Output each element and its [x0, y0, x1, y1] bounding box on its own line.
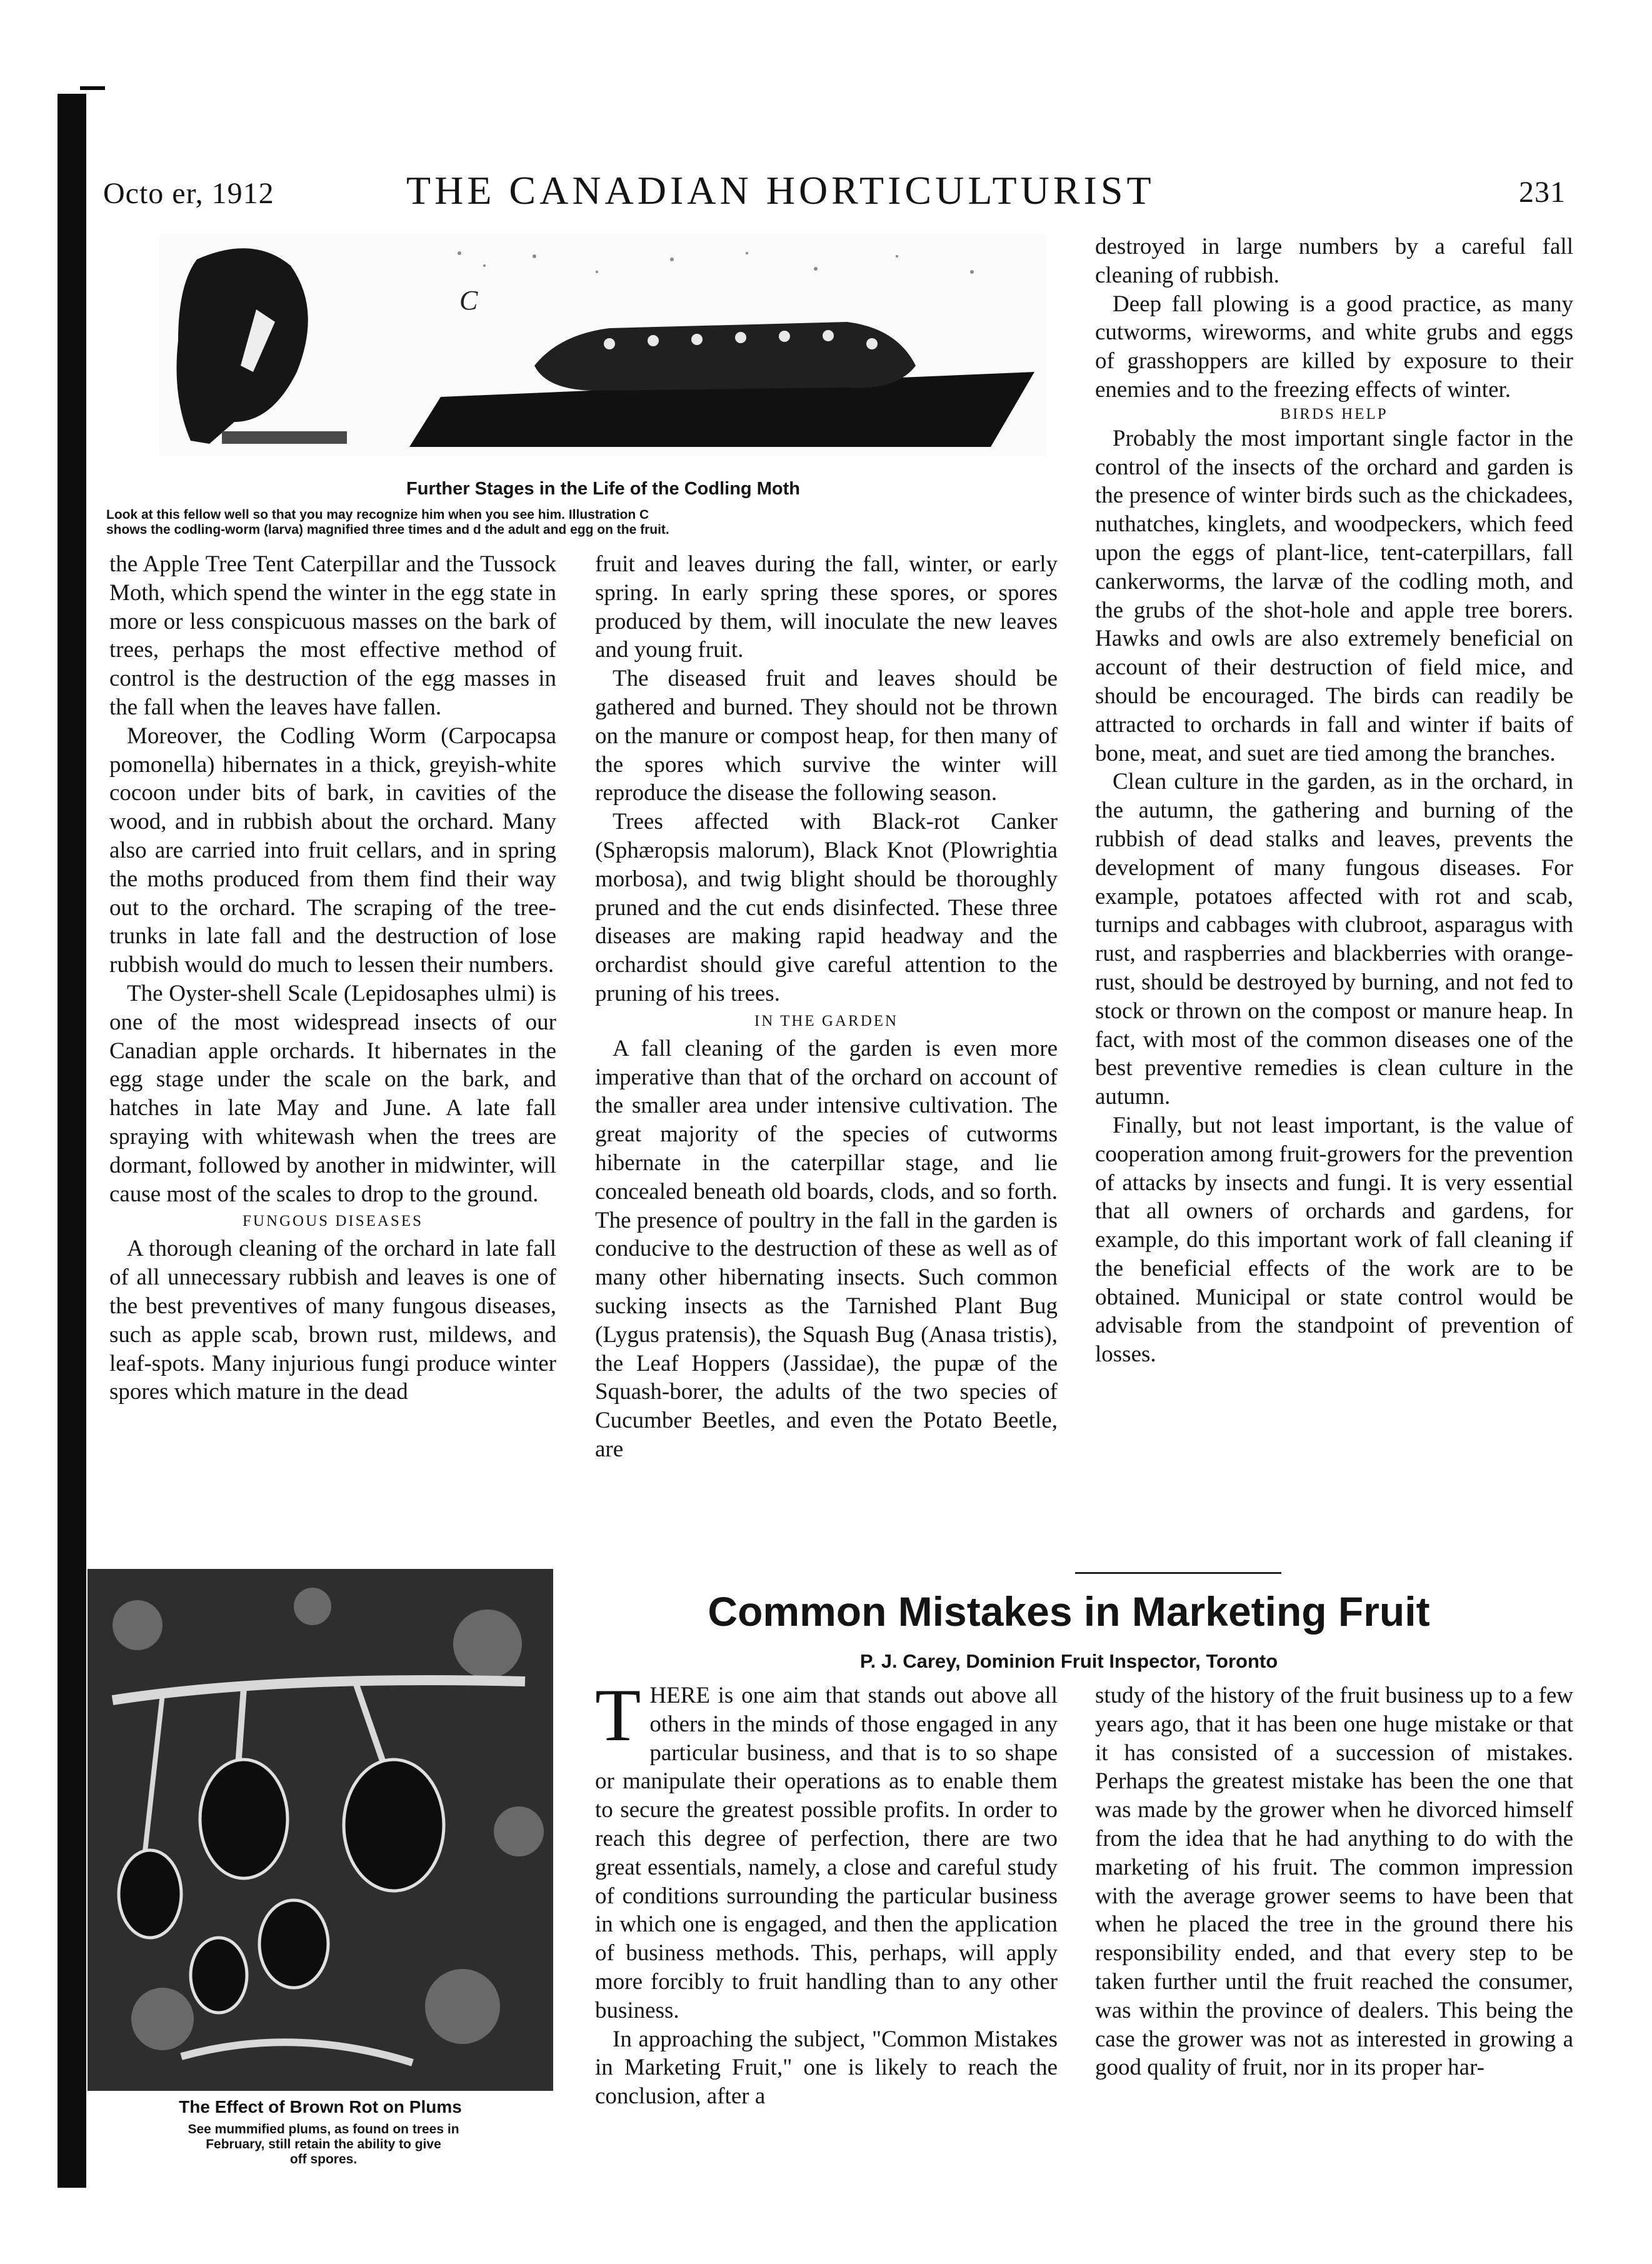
- col2-paragraph-4: A fall cleaning of the garden is even more imperative than that of the orchard on account of the smaller area under intensive cultivation. The great majority of the species of cutworms hibernate in the caterpillar stage, and lie concealed beneath old boards, clods, and so forth. The presence of poultry in the fall in the garden is conducive to the destruction of these as well as of many other hibernating insects. Such common sucking insects as the Tarnished Plant Bug (Lygus pratensis), the Squash Bug (Anasa tristis), the Leaf Hoppers (Jassidae), the pupæ of the Squash-borer, the adults of the two species of Cucumber Beetles, and even the Potato Beetle, are: [595, 1035, 1058, 1462]
- col1-paragraph-1: the Apple Tree Tent Caterpillar and the Tussock Moth, which spend the winter in the egg state in more or less conspicuous masses on the bark of trees, perhaps the most effective method of control is the destruction of the egg masses in the fall when the leaves have fallen.: [109, 551, 556, 720]
- bottom-figure-caption-line3: off spores.: [289, 2152, 358, 2166]
- column-1: [109, 550, 556, 1406]
- brown-rot-plums-photo: [88, 1569, 553, 2091]
- col1-paragraph-3: The Oyster-shell Scale (Lepidosaphes ulmi) is one of the most widespread insects of our Canadian apple orchards. It hibernates in the egg stage under the scale on the bark, and hatches in late May and June. A late fall spraying with whitewash when the trees are dormant, followed by another in midwinter, will cause most of the scales to drop to the ground.: [109, 980, 556, 1207]
- top-figure-caption-line2: shows the codling-worm (larva) magnified three times and d the adult and egg on the fruit.: [106, 523, 669, 537]
- article-column-1: [595, 1673, 1058, 2111]
- codling-moth-illustration: [159, 234, 1047, 456]
- section-divider: [1075, 1572, 1281, 1574]
- page-number: 231: [1519, 176, 1566, 209]
- col2-paragraph-3: Trees affected with Black-rot Canker (Sphæropsis malorum), Black Knot (Plowrightia morbosa), and twig blight should be thoroughly pruned and the cut ends disinfected. These three diseases are making rapid headway and the orchardist should give careful attention to the pruning of his trees.: [595, 809, 1058, 1006]
- col1-paragraph-2: Moreover, the Codling Worm (Carpocapsa pomonella) hibernates in a thick, greyish-white cocoon under bits of bark, in cavities of the wood, and in rubbish about the orchard. Many also are carried into fruit cellars, and in spring the moths produced from them find their way out to the orchard. The scraping of the tree-trunks in late fall and the destruction of lose rubbish would do much to lessen their numbers.: [109, 723, 556, 978]
- col2-paragraph-2: The diseased fruit and leaves should be gathered and burned. They should not be thrown on the manure or compost heap, for then many of the spores which survive the winter will reproduce the disease the following season.: [595, 666, 1058, 806]
- bottom-figure-caption-line1: See mummified plums, as found on trees in: [188, 2122, 459, 2136]
- top-figure-title: Further Stages in the Life of the Codling Moth: [406, 479, 800, 499]
- article-column-2: [1095, 1681, 1573, 2082]
- article-paragraph-1-text: HERE is one aim that stands out above all others in the minds of those engaged in any particular business, and that is to so shape or manipulate their operations as to enable them to secure the greatest possible profits. In order to reach this degree of perfection, there are two great essentials, namely, a close and careful study of conditions surrounding the particular business in which one is engaged, and then the application of business methods. This, perhaps, will apply more forcibly to fruit handling than to any other business.: [595, 1683, 1058, 2023]
- col3-paragraph-5: Finally, but not least important, is the value of cooperation among fruit-growers for the prevention of attacks by insects and fungi. It is very essential that all owners of orchards and gardens, for example, do this important work of fall cleaning if the beneficial effects of the work are to be obtained. Municipal or state control would be advisable from the standpoint of prevention of losses.: [1095, 1112, 1573, 1368]
- brown-rot-plums-figure: [88, 1569, 553, 2091]
- codling-moth-figure: [159, 234, 1047, 456]
- binding-edge-top: [80, 86, 105, 90]
- magazine-title: THE CANADIAN HORTICULTURIST: [406, 168, 1155, 213]
- top-figure-caption-line1: Look at this fellow well so that you may recognize him when you see him. Illustration C: [106, 508, 649, 522]
- col3-paragraph-2: Deep fall plowing is a good practice, as many cutworms, wireworms, and white grubs and eggs of grasshoppers are killed by exposure to their enemies and to the freezing effects of winter.: [1095, 291, 1573, 403]
- article-byline: P. J. Carey, Dominion Fruit Inspector, Toronto: [859, 1650, 1278, 1672]
- column-2: [595, 550, 1058, 1464]
- article-title: Common Mistakes in Marketing Fruit: [708, 1588, 1430, 1635]
- article-paragraph-1: [595, 1673, 1058, 2025]
- col1-paragraph-4: A thorough cleaning of the orchard in late fall of all unnecessary rubbish and leaves is one of the best preventives of many fungous diseases, such as apple scab, brown rust, mildews, and leaf-spots. Many injurious fungi produce winter spores which mature in the dead: [109, 1236, 556, 1405]
- column-3: [1095, 233, 1573, 1369]
- bottom-figure-caption-line2: February, still retain the ability to give: [206, 2137, 441, 2151]
- col3-subhead-birds-help: BIRDS HELP: [1280, 405, 1388, 423]
- bottom-figure-title: The Effect of Brown Rot on Plums: [179, 2097, 462, 2116]
- col3-paragraph-3: Probably the most important single factor in the control of the insects of the orchard and garden is the presence of winter birds such as the chickadees, nuthatches, kinglets, and woodpeckers, which feed upon the eggs of plant-lice, tent-caterpillars, fall cankerworms, the larvæ of the codling moth, and the grubs of the shot-hole and apple tree borers. Hawks and owls are also extremely beneficial on account of their destruction of field mice, and should be encouraged. The birds can readily be attracted to orchards in fall and winter if baits of bone, meat, and suet are tied among the branches.: [1095, 425, 1573, 766]
- col3-paragraph-1: destroyed in large numbers by a careful fall cleaning of rubbish.: [1095, 234, 1573, 288]
- col2-subhead-in-the-garden: IN THE GARDEN: [754, 1012, 899, 1029]
- col2-paragraph-1: fruit and leaves during the fall, winter, or early spring. In early spring these spores, or spores produced by them, will inoculate the new leaves and young fruit.: [595, 551, 1058, 663]
- issue-date: Octo er, 1912: [103, 177, 274, 210]
- article-paragraph-2: In approaching the subject, "Common Mistakes in Marketing Fruit," one is likely to reach the conclusion, after a: [595, 2026, 1058, 2110]
- binding-edge: [58, 94, 86, 2188]
- article-paragraph-3: study of the history of the fruit business up to a few years ago, that it has been one huge mistake or that it has consisted of a succession of mistakes. Perhaps the greatest mistake has been the one that was made by the grower when he divorced himself from the idea that he had anything to do with the marketing of his fruit. The common impression with the average grower seems to have been that when he placed the tree in the ground there his responsibility ended, and that every step to be taken further until the fruit reached the consumer, was within the province of dealers. This being the case the grower was not as interested in growing a good quality of fruit, nor in its proper har-: [1095, 1683, 1573, 2081]
- illustration-label-c: C: [459, 285, 478, 316]
- col1-subhead-fungous-diseases: FUNGOUS DISEASES: [242, 1213, 423, 1230]
- drop-cap: T: [595, 1673, 641, 1756]
- col3-paragraph-4: Clean culture in the garden, as in the orchard, in the autumn, the gathering and burning of the rubbish of dead stalks and leaves, prevents the development of many fungous diseases. For example, potatoes affected with rot and scab, turnips and cabbages with clubroot, asparagus with rust, and raspberries and blackberries with orange-rust, should be destroyed by burning, and not fed to stock or thrown on the compost or manure heap. In fact, with most of the common diseases one of the best preventive remedies is clean culture in the autumn.: [1095, 769, 1573, 1110]
